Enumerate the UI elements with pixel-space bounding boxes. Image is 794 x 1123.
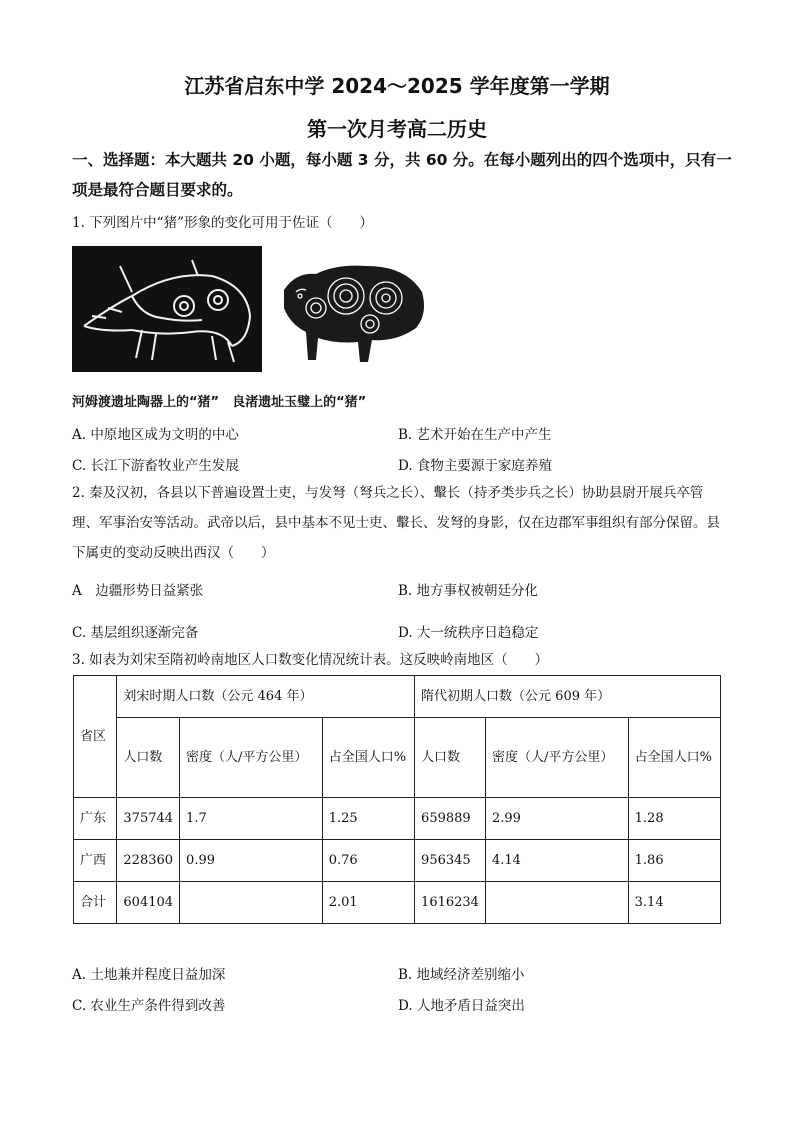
cell-value: 1.7 [180, 798, 323, 840]
q1-option-b[interactable]: B. 艺术开始在生产中产生 [398, 427, 552, 443]
cell-value: 1.25 [322, 798, 414, 840]
table-row [74, 798, 721, 840]
header-share-2: 占全国人口% [628, 718, 720, 798]
exam-subtitle: 第一次月考高二历史 [307, 117, 487, 141]
q2-option-b[interactable]: B. 地方事权被朝廷分化 [398, 583, 539, 599]
q3-option-d[interactable]: D. 人地矛盾日益突出 [398, 998, 525, 1014]
question-1-stem: 1. 下列图片中“猪”形象的变化可用于佐证（ ） [72, 215, 373, 231]
cell-value [180, 882, 323, 924]
header-sui: 隋代初期人口数（公元 609 年） [415, 676, 721, 718]
liangzhu-pig-image [276, 252, 432, 370]
q1-option-a[interactable]: A. 中原地区成为文明的中心 [72, 427, 239, 443]
header-density-1: 密度（人/平方公里） [180, 718, 323, 798]
row-name: 合计 [74, 882, 117, 924]
q2-option-a[interactable]: A 边疆形势日益紧张 [72, 583, 204, 599]
q2-option-c[interactable]: C. 基层组织逐渐完备 [72, 625, 199, 641]
cell-value: 375744 [117, 798, 180, 840]
hemudu-pig-image [72, 246, 262, 372]
q3-option-a[interactable]: A. 土地兼并程度日益加深 [72, 967, 226, 983]
q3-option-c[interactable]: C. 农业生产条件得到改善 [72, 998, 226, 1014]
cell-value: 228360 [117, 840, 180, 882]
population-table [73, 675, 721, 924]
row-name: 广西 [74, 840, 117, 882]
table-row [74, 882, 721, 924]
cell-value: 1616234 [415, 882, 486, 924]
header-population-1: 人口数 [117, 718, 180, 798]
header-population-2: 人口数 [415, 718, 486, 798]
exam-title: 江苏省启东中学 2024～2025 学年度第一学期 [184, 74, 610, 98]
q1-option-c[interactable]: C. 长江下游畜牧业产生发展 [72, 458, 239, 474]
q2-option-d[interactable]: D. 大一统秩序日趋稳定 [398, 625, 539, 641]
cell-value: 4.14 [485, 840, 628, 882]
header-liusong: 刘宋时期人口数（公元 464 年） [117, 676, 415, 718]
question-1-image-caption: 河姆渡遗址陶器上的“猪” 良渚遗址玉璧上的“猪” [72, 395, 367, 410]
cell-value: 2.01 [322, 882, 414, 924]
cell-value: 604104 [117, 882, 180, 924]
q3-option-b[interactable]: B. 地域经济差别缩小 [398, 967, 525, 983]
cell-value: 1.86 [628, 840, 720, 882]
cell-value: 2.99 [485, 798, 628, 840]
question-3-stem: 3. 如表为刘宋至隋初岭南地区人口数变化情况统计表。这反映岭南地区（ ） [72, 652, 549, 668]
cell-value: 0.99 [180, 840, 323, 882]
cell-value: 0.76 [322, 840, 414, 882]
header-density-2: 密度（人/平方公里） [485, 718, 628, 798]
header-share-1: 占全国人口% [322, 718, 414, 798]
cell-value [485, 882, 628, 924]
cell-value: 3.14 [628, 882, 720, 924]
q1-option-d[interactable]: D. 食物主要源于家庭养殖 [398, 458, 552, 474]
header-province: 省区 [74, 676, 117, 798]
cell-value: 956345 [415, 840, 486, 882]
cell-value: 1.28 [628, 798, 720, 840]
cell-value: 659889 [415, 798, 486, 840]
row-name: 广东 [74, 798, 117, 840]
question-2-stem: 2. 秦及汉初，各县以下普遍设置士吏，与发弩（弩兵之长）、轚长（持矛类步兵之长）协助县尉开展兵卒管理、军事治安等活动。武帝以后，县中基本不见士吏、轚长、发弩的身影，仅在边郡军事组织有部分保留。县下属吏的变动反映出西汉（ ） [72, 485, 720, 561]
section-heading: 一、选择题：本大题共 20 小题，每小题 3 分，共 60 分。在每小题列出的四个选项中，只有一项是最符合题目要求的。 [72, 151, 732, 199]
table-row [74, 840, 721, 882]
